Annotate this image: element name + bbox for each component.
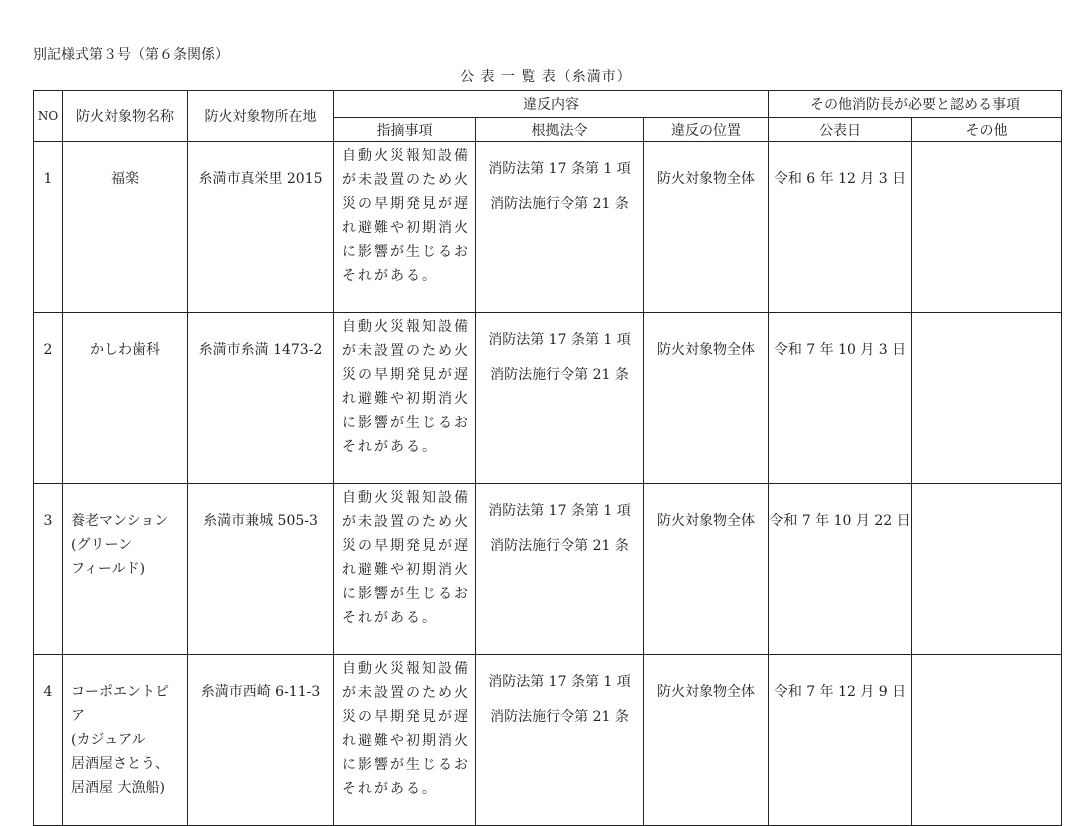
facility-name bbox=[63, 484, 188, 655]
violation-point-line: 自動火災報知設備 bbox=[342, 490, 470, 506]
violation-point-line: 災の早期発見が遅 bbox=[342, 709, 470, 725]
facility-name-line: コーポエントピ bbox=[71, 684, 169, 700]
violation-point-line: それがある。 bbox=[342, 781, 438, 797]
address-text: 糸満市真栄里 2015 bbox=[198, 171, 323, 187]
facility-address bbox=[188, 655, 334, 826]
violation-point-line: それがある。 bbox=[342, 610, 438, 626]
row-number-text: 1 bbox=[43, 171, 53, 187]
violation-point-line: 自動火災報知設備 bbox=[342, 661, 470, 677]
violation-point-line: が未設置のため火 bbox=[342, 172, 470, 188]
violation-point-line: が未設置のため火 bbox=[342, 514, 470, 530]
position-text: 防火対象物全体 bbox=[657, 513, 755, 529]
publication-date bbox=[769, 484, 912, 655]
header-address: 防火対象物所在地 bbox=[188, 91, 334, 142]
date-text: 令和 6 年 12 月 3 日 bbox=[773, 171, 907, 187]
law-reference: 消防法施行令第 21 条 bbox=[490, 196, 629, 212]
row-number bbox=[34, 142, 63, 313]
law-reference: 消防法第 17 条第 1 項 bbox=[488, 503, 631, 519]
violation-point-line: が未設置のため火 bbox=[342, 685, 470, 701]
header-position: 違反の位置 bbox=[644, 118, 769, 142]
violation-point-line: に影響が生じるお bbox=[342, 244, 470, 260]
publication-date bbox=[769, 313, 912, 484]
header-other-group: その他消防長が必要と認める事項 bbox=[769, 91, 1062, 118]
header-law: 根拠法令 bbox=[476, 118, 644, 142]
header-other: その他 bbox=[912, 118, 1062, 142]
address-text: 糸満市兼城 505-3 bbox=[203, 513, 318, 529]
law-reference: 消防法施行令第 21 条 bbox=[490, 709, 629, 725]
other-notes bbox=[912, 484, 1062, 655]
facility-name bbox=[63, 655, 188, 826]
facility-name-line: 福楽 bbox=[111, 171, 139, 187]
other-notes bbox=[912, 313, 1062, 484]
facility-name bbox=[63, 313, 188, 484]
table-row bbox=[34, 484, 1062, 655]
header-no: NO bbox=[34, 91, 63, 142]
document-title: 公 表 一 覧 表（糸満市） bbox=[460, 69, 632, 85]
table-row bbox=[34, 142, 1062, 313]
table-body bbox=[34, 142, 1062, 826]
row-number-text: 2 bbox=[43, 342, 53, 358]
table-row bbox=[34, 655, 1062, 826]
publication-table bbox=[33, 90, 1062, 826]
facility-name-line: 居酒屋さとう、 bbox=[71, 756, 169, 772]
date-text: 令和 7 年 10 月 22 日 bbox=[769, 513, 911, 529]
table-row bbox=[34, 313, 1062, 484]
legal-basis bbox=[476, 655, 644, 826]
date-text: 令和 7 年 10 月 3 日 bbox=[773, 342, 907, 358]
row-number-text: 3 bbox=[43, 513, 53, 529]
facility-address bbox=[188, 313, 334, 484]
address-text: 糸満市西崎 6-11-3 bbox=[200, 684, 321, 700]
violation-point-line: が未設置のため火 bbox=[342, 343, 470, 359]
other-notes bbox=[912, 655, 1062, 826]
position-text: 防火対象物全体 bbox=[657, 342, 755, 358]
violation-point bbox=[334, 484, 476, 655]
publication-date bbox=[769, 142, 912, 313]
publication-date bbox=[769, 655, 912, 826]
facility-name-line: 居酒屋 大漁船) bbox=[71, 780, 165, 796]
facility-name-line: (グリーン bbox=[71, 537, 133, 553]
violation-point bbox=[334, 655, 476, 826]
row-number bbox=[34, 655, 63, 826]
date-text: 令和 7 年 12 月 9 日 bbox=[773, 684, 907, 700]
position-text: 防火対象物全体 bbox=[657, 171, 755, 187]
header-point: 指摘事項 bbox=[334, 118, 476, 142]
law-reference: 消防法施行令第 21 条 bbox=[490, 538, 629, 554]
violation-point-line: 自動火災報知設備 bbox=[342, 148, 470, 164]
other-notes bbox=[912, 142, 1062, 313]
violation-point-line: それがある。 bbox=[342, 439, 438, 455]
row-number bbox=[34, 313, 63, 484]
facility-name-line: フィールド) bbox=[71, 561, 146, 577]
violation-point-line: それがある。 bbox=[342, 268, 438, 284]
violation-position bbox=[644, 484, 769, 655]
row-number-text: 4 bbox=[43, 684, 53, 700]
violation-point-line: に影響が生じるお bbox=[342, 586, 470, 602]
violation-point-line: 自動火災報知設備 bbox=[342, 319, 470, 335]
violation-point-line: 災の早期発見が遅 bbox=[342, 367, 470, 383]
violation-point-line: に影響が生じるお bbox=[342, 415, 470, 431]
header-name: 防火対象物名称 bbox=[63, 91, 188, 142]
address-text: 糸満市糸満 1473-2 bbox=[198, 342, 323, 358]
law-reference: 消防法第 17 条第 1 項 bbox=[488, 674, 631, 690]
law-reference: 消防法施行令第 21 条 bbox=[490, 367, 629, 383]
facility-name bbox=[63, 142, 188, 313]
law-reference: 消防法第 17 条第 1 項 bbox=[488, 161, 631, 177]
legal-basis bbox=[476, 142, 644, 313]
facility-address bbox=[188, 142, 334, 313]
violation-point-line: に影響が生じるお bbox=[342, 757, 470, 773]
form-caption: 別記様式第３号（第６条関係） bbox=[33, 47, 229, 63]
violation-point-line: 災の早期発見が遅 bbox=[342, 538, 470, 554]
violation-point-line: れ避難や初期消火 bbox=[342, 220, 470, 236]
legal-basis bbox=[476, 313, 644, 484]
law-reference: 消防法第 17 条第 1 項 bbox=[488, 332, 631, 348]
header-violation: 違反内容 bbox=[334, 91, 769, 118]
violation-point-line: れ避難や初期消火 bbox=[342, 391, 470, 407]
violation-position bbox=[644, 313, 769, 484]
facility-name-line: (カジュアル bbox=[71, 732, 146, 748]
violation-point-line: れ避難や初期消火 bbox=[342, 562, 470, 578]
position-text: 防火対象物全体 bbox=[657, 684, 755, 700]
row-number bbox=[34, 484, 63, 655]
facility-name-line: 養老マンション bbox=[71, 513, 169, 529]
header-date: 公表日 bbox=[769, 118, 912, 142]
facility-name-line: ア bbox=[71, 708, 85, 724]
violation-point bbox=[334, 142, 476, 313]
violation-point-line: 災の早期発見が遅 bbox=[342, 196, 470, 212]
facility-address bbox=[188, 484, 334, 655]
violation-point bbox=[334, 313, 476, 484]
legal-basis bbox=[476, 484, 644, 655]
violation-position bbox=[644, 142, 769, 313]
violation-point-line: れ避難や初期消火 bbox=[342, 733, 470, 749]
violation-position bbox=[644, 655, 769, 826]
facility-name-line: かしわ歯科 bbox=[90, 342, 160, 358]
